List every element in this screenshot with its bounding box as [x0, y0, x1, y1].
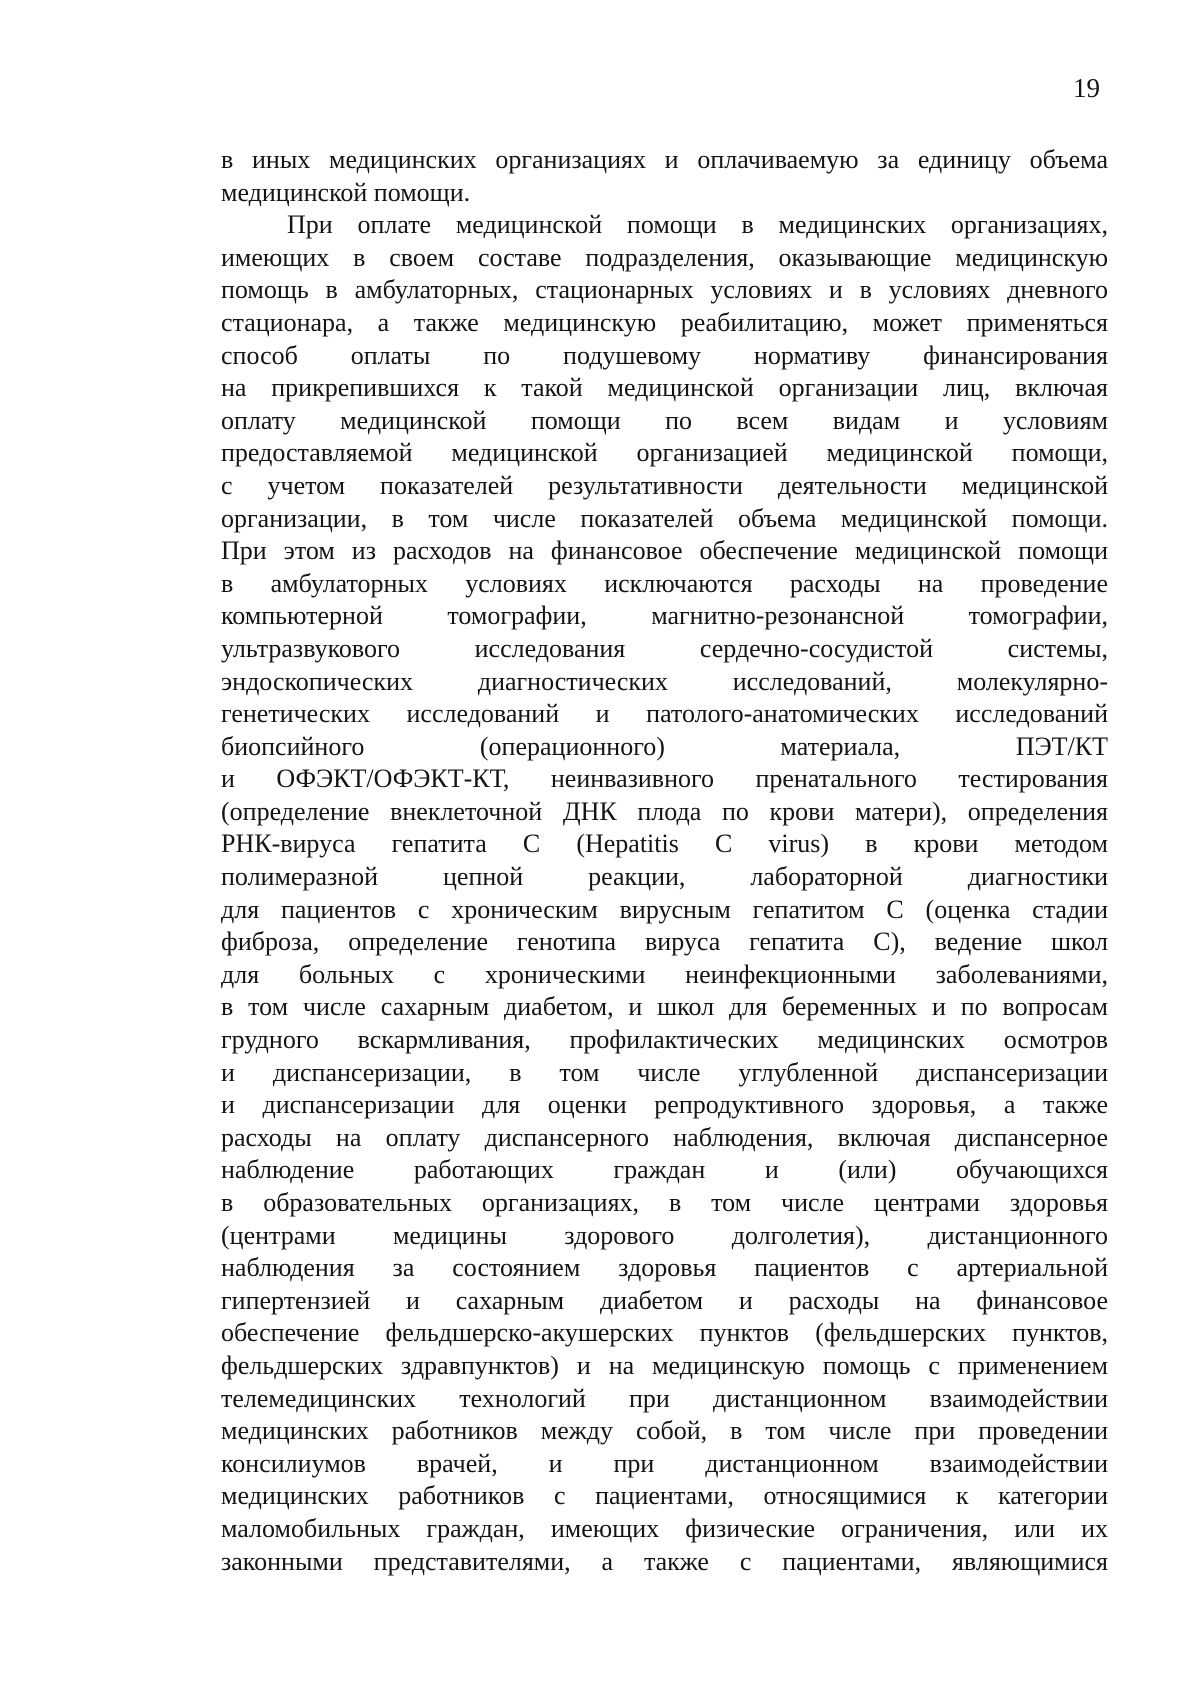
text-line: предоставляемой медицинской организацией медицинской помощи,	[221, 438, 1108, 468]
text-line: в том числе сахарным диабетом, и школ для беременных и по вопросам	[221, 992, 1108, 1022]
text-line: имеющих в своем составе подразделения, оказывающие медицинскую	[221, 242, 1108, 272]
text-line: оплату медицинской помощи по всем видам и условиям	[221, 405, 1108, 435]
text-line: обеспечение фельдшерско-акушерских пунктов (фельдшерских пунктов,	[221, 1318, 1108, 1348]
text-line: телемедицинских технологий при дистанционном взаимодействии	[221, 1383, 1108, 1413]
text-line: фельдшерских здравпунктов) и на медицинскую помощь с применением	[221, 1350, 1108, 1380]
body-text	[221, 144, 1108, 1578]
text-line: полимеразной цепной реакции, лабораторной диагностики	[221, 862, 1108, 892]
text-line: медицинской помощи.	[221, 177, 471, 207]
text-line: фиброза, определение генотипа вируса гепатита С), ведение школ	[221, 927, 1108, 957]
text-line: (центрами медицины здорового долголетия), дистанционного	[221, 1220, 1108, 1250]
text-line: и диспансеризации, в том числе углубленной диспансеризации	[221, 1057, 1108, 1087]
text-line: для пациентов с хроническим вирусным гепатитом С (оценка стадии	[221, 894, 1108, 924]
text-line: в амбулаторных условиях исключаются расходы на проведение	[221, 568, 1108, 598]
text-line: (определение внеклеточной ДНК плода по крови матери), определения	[221, 796, 1108, 826]
text-line: с учетом показателей результативности деятельности медицинской	[221, 470, 1108, 500]
text-line: в образовательных организациях, в том числе центрами здоровья	[221, 1188, 1108, 1217]
text-line: для больных с хроническими неинфекционными заболеваниями,	[221, 959, 1108, 989]
text-line: способ оплаты по подушевому нормативу финансирования	[221, 340, 1108, 370]
text-line: биопсийного (операционного) материала, ПЭТ/КТ	[221, 731, 1108, 761]
text-line: в иных медицинских организациях и оплачиваемую за единицу объема	[221, 145, 1108, 174]
text-line: консилиумов врачей, и при дистанционном взаимодействии	[221, 1448, 1108, 1478]
text-line: гипертензией и сахарным диабетом и расходы на финансовое	[221, 1285, 1108, 1315]
text-line: помощь в амбулаторных, стационарных условиях и в условиях дневного	[221, 275, 1108, 305]
text-line: расходы на оплату диспансерного наблюдения, включая диспансерное	[221, 1122, 1108, 1152]
text-line: и ОФЭКТ/ОФЭКТ-КТ, неинвазивного пренатального тестирования	[221, 764, 1108, 794]
text-line: ультразвукового исследования сердечно-сосудистой системы,	[221, 633, 1108, 663]
text-line: компьютерной томографии, магнитно-резонансной томографии,	[221, 601, 1108, 631]
text-line: медицинских работников с пациентами, относящимися к категории	[221, 1481, 1108, 1511]
page-number: 19	[1073, 73, 1100, 103]
text-line: грудного вскармливания, профилактических медицинских осмотров	[221, 1025, 1108, 1055]
text-line: генетических исследований и патолого-анатомических исследований	[221, 699, 1108, 729]
text-line: медицинских работников между собой, в том числе при проведении	[221, 1416, 1108, 1446]
text-line: организации, в том числе показателей объема медицинской помощи.	[221, 503, 1108, 533]
text-line: РНК-вируса гепатита С (Hepatitis C virus) в крови методом	[221, 829, 1108, 859]
text-line: законными представителями, а также с пациентами, являющимися	[221, 1546, 1108, 1576]
text-line: При оплате медицинской помощи в медицинских организациях,	[287, 210, 1108, 240]
text-line: наблюдения за состоянием здоровья пациентов с артериальной	[221, 1253, 1108, 1283]
text-line: наблюдение работающих граждан и (или) обучающихся	[221, 1155, 1108, 1185]
text-line: При этом из расходов на финансовое обеспечение медицинской помощи	[221, 536, 1108, 566]
text-line: на прикрепившихся к такой медицинской организации лиц, включая	[221, 373, 1108, 403]
text-line: стационара, а также медицинскую реабилитацию, может применяться	[221, 307, 1108, 337]
text-line: маломобильных граждан, имеющих физические ограничения, или их	[221, 1513, 1108, 1543]
text-line: эндоскопических диагностических исследований, молекулярно-	[221, 666, 1108, 696]
text-line: и диспансеризации для оценки репродуктивного здоровья, а также	[221, 1090, 1108, 1120]
